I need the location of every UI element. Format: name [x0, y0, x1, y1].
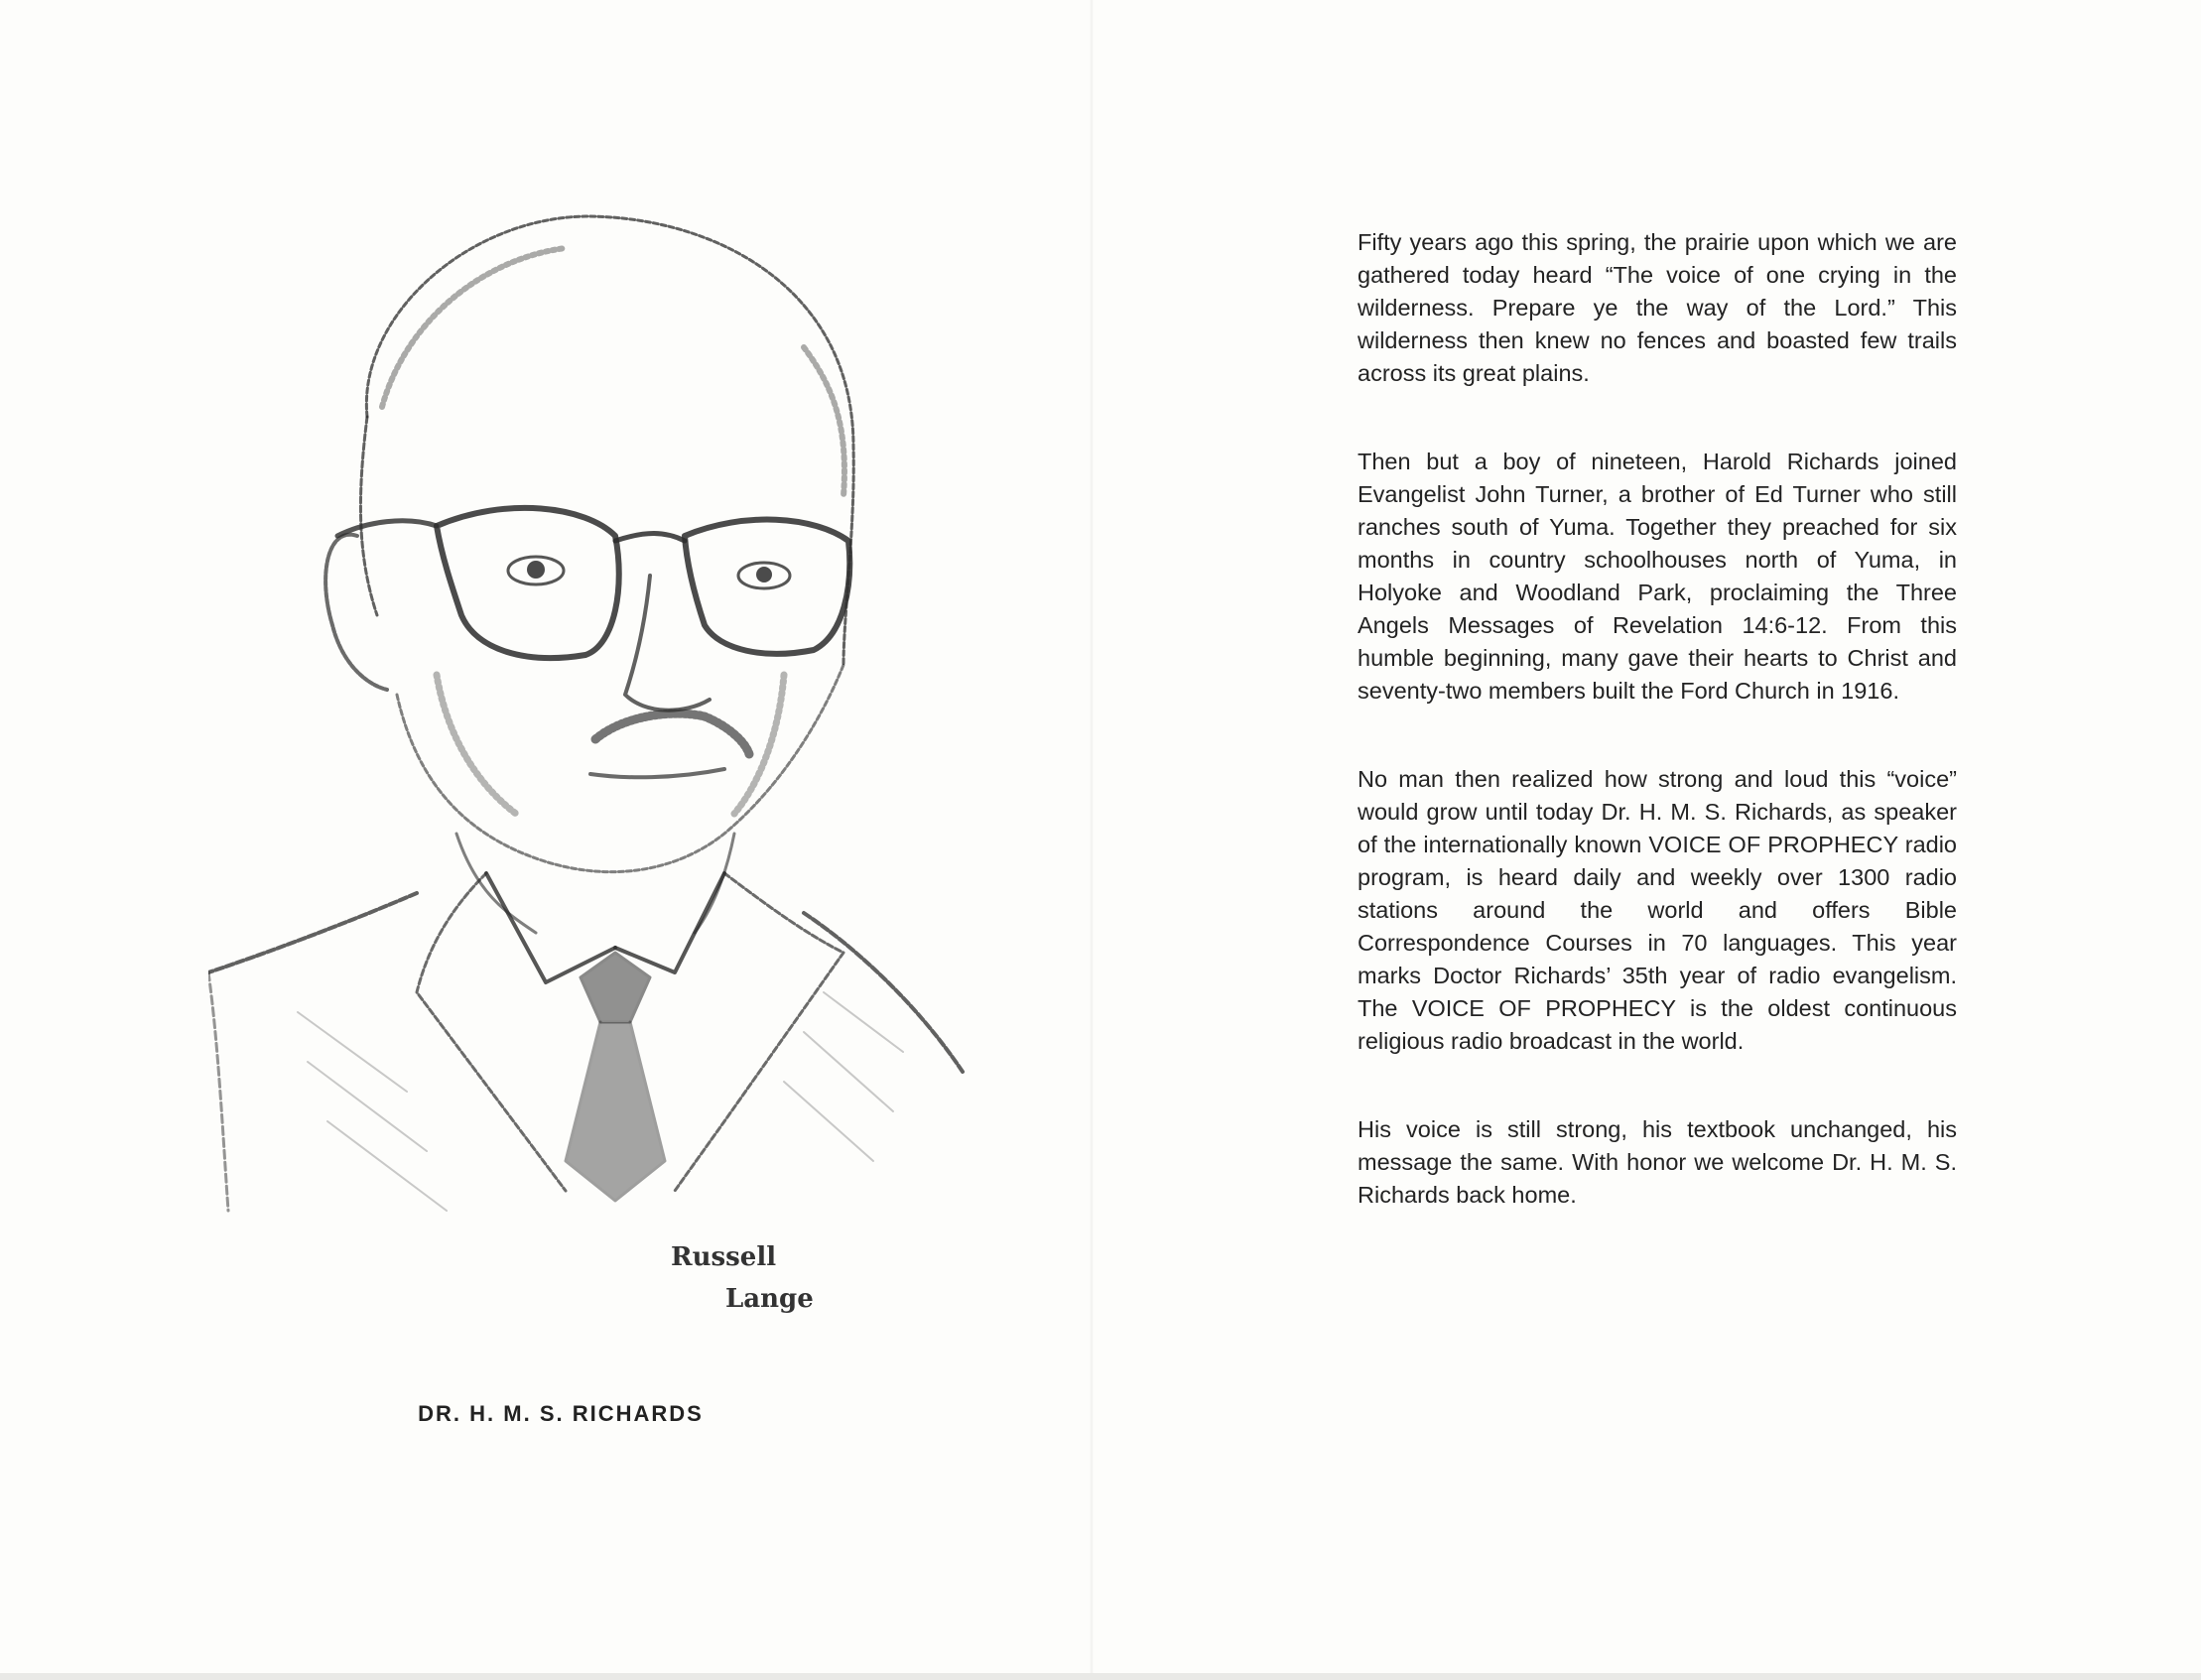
paragraph: Fifty years ago this spring, the prairie upon which we are gathered today heard “The voice of one crying in the wilderness. Prepare ye the way of the Lord.” This wilderness then knew no fences and boasted few trails across its great plains.: [1358, 229, 1957, 386]
left-page: [0, 0, 1092, 1680]
page-fold: [1090, 0, 1094, 1680]
portrait-caption: DR. H. M. S. RICHARDS: [418, 1401, 704, 1426]
artist-signature-last: Lange: [725, 1284, 814, 1314]
portrait-sketch: [208, 198, 992, 1369]
page-bottom-edge: [0, 1673, 2201, 1680]
paragraph: No man then realized how strong and loud this “voice” would grow until today Dr. H. M. S. Richards, as speaker of the internationally known VOICE OF PROPHECY radio program, is heard daily and weekly over 1300 radio stations around the world and offers Bible Correspondence Courses in 70 languages. This year marks Doctor Richards’ 35th year of radio evangelism. The VOICE OF PROPHECY is the oldest continuous religious radio broadcast in the world.: [1358, 766, 1957, 1054]
artist-signature: [671, 1242, 814, 1314]
paragraph: His voice is still strong, his textbook unchanged, his message the same. With honor we welcome Dr. H. M. S. Richards back home.: [1358, 1116, 1957, 1208]
paragraph: Then but a boy of nineteen, Harold Richards joined Evangelist John Turner, a brother of Ed Turner who still ranches south of Yuma. Together they preached for six months in country schoolhouses north of Yuma, in Holyoke and Woodland Park, proclaiming the Three Angels Messages of Revelation 14:6-12. From this humble beginning, many gave their hearts to Christ and seventy-two members built the Ford Church in 1916.: [1358, 449, 1957, 704]
tribute-text: [1358, 226, 1957, 1267]
artist-signature-first: Russell: [671, 1242, 777, 1272]
